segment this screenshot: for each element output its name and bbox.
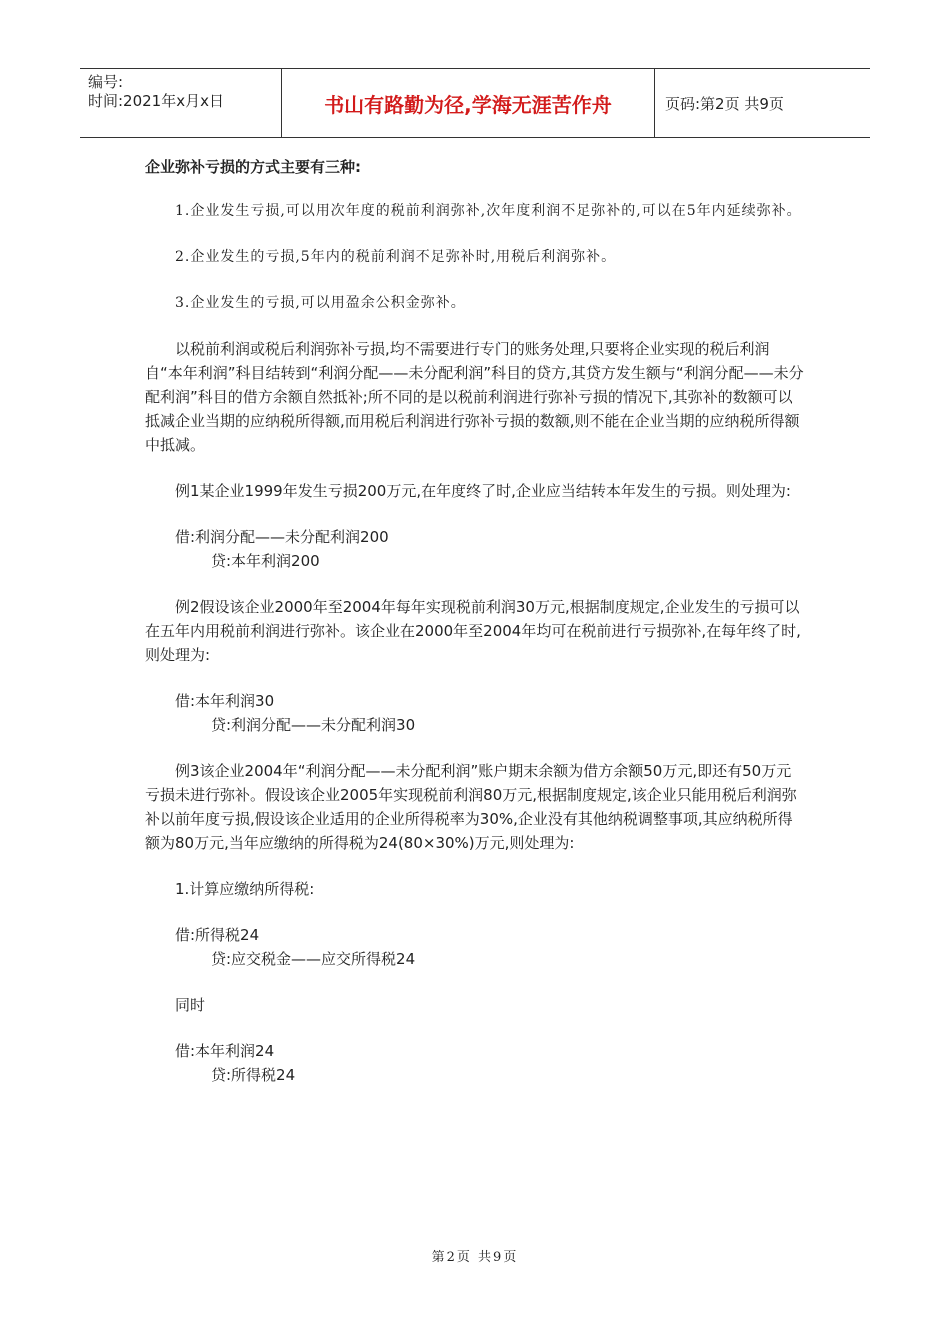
- document-body: [145, 155, 805, 1109]
- method-item: 3.企业发生的亏损,可以用盈余公积金弥补。: [175, 295, 466, 311]
- debit-line: 借:本年利润30: [175, 692, 275, 710]
- method-item: 1.企业发生亏损,可以用次年度的税前利润弥补,次年度利润不足弥补的,可以在5年内延续弥补。: [175, 203, 802, 219]
- credit-line: 贷:应交税金——应交所得税24: [211, 950, 416, 968]
- credit-line: 贷:所得税24: [211, 1066, 296, 1084]
- journal-entry: [175, 525, 805, 573]
- explanation-paragraph: 以税前利润或税后利润弥补亏损,均不需要进行专门的账务处理,只要将企业实现的税后利润自“本年利润”科目结转到“利润分配——未分配利润”科目的贷方,其贷方发生额与“利润分配——未分配利润”科目的借方余额自然抵补;所不同的是以税前利润进行弥补亏损的情况下,其弥补的数额可以抵减企业当期的应纳税所得额,而用税后利润进行弥补亏损的数额,则不能在企业当期的应纳税所得额中抵减。: [145, 340, 804, 454]
- header-page-number: 页码:第2页 共9页: [665, 94, 784, 113]
- example-2-text: 例2假设该企业2000年至2004年每年实现税前利润30万元,根据制度规定,企业发生的亏损可以在五年内用税前利润进行弥补。该企业在2000年至2004年均可在税前进行亏损弥补,在每年终了时,则处理为:: [145, 598, 801, 664]
- document-number-label: 编号:: [88, 73, 124, 91]
- example-1-text: 例1某企业1999年发生亏损200万元,在年度终了时,企业应当结转本年发生的亏损。则处理为:: [175, 482, 791, 500]
- method-item: 2.企业发生的亏损,5年内的税前利润不足弥补时,用税后利润弥补。: [175, 249, 617, 265]
- credit-line: 贷:本年利润200: [211, 552, 320, 570]
- document-time-label: 时间:2021年x月x日: [88, 92, 224, 110]
- journal-entry: [175, 923, 805, 971]
- credit-line: 贷:利润分配——未分配利润30: [211, 716, 416, 734]
- debit-line: 借:所得税24: [175, 926, 260, 944]
- example-3-text: 例3该企业2004年“利润分配——未分配利润”账户期末余额为借方余额50万元,即还有50万元亏损未进行弥补。假设该企业2005年实现税前利润80万元,根据制度规定,该企业只能用税后利润弥补以前年度亏损,假设该企业适用的企业所得税率为30%,企业没有其他纳税调整事项,其应纳税所得额为80万元,当年应缴纳的所得税为24(80×30%)万元,则处理为:: [145, 762, 797, 852]
- journal-entry: [175, 689, 805, 737]
- step-1-heading: 1.计算应缴纳所得税:: [175, 880, 315, 898]
- debit-line: 借:利润分配——未分配利润200: [175, 528, 389, 546]
- header-motto: 书山有路勤为径,学海无涯苦作舟: [282, 69, 655, 137]
- document-header: [80, 68, 870, 138]
- debit-line: 借:本年利润24: [175, 1042, 275, 1060]
- section-title: 企业弥补亏损的方式主要有三种:: [145, 158, 362, 176]
- page-footer: 第2页 共9页: [431, 1250, 519, 1265]
- journal-entry: [175, 1039, 805, 1087]
- same-time-text: 同时: [175, 996, 206, 1014]
- header-info-cell: [80, 69, 282, 137]
